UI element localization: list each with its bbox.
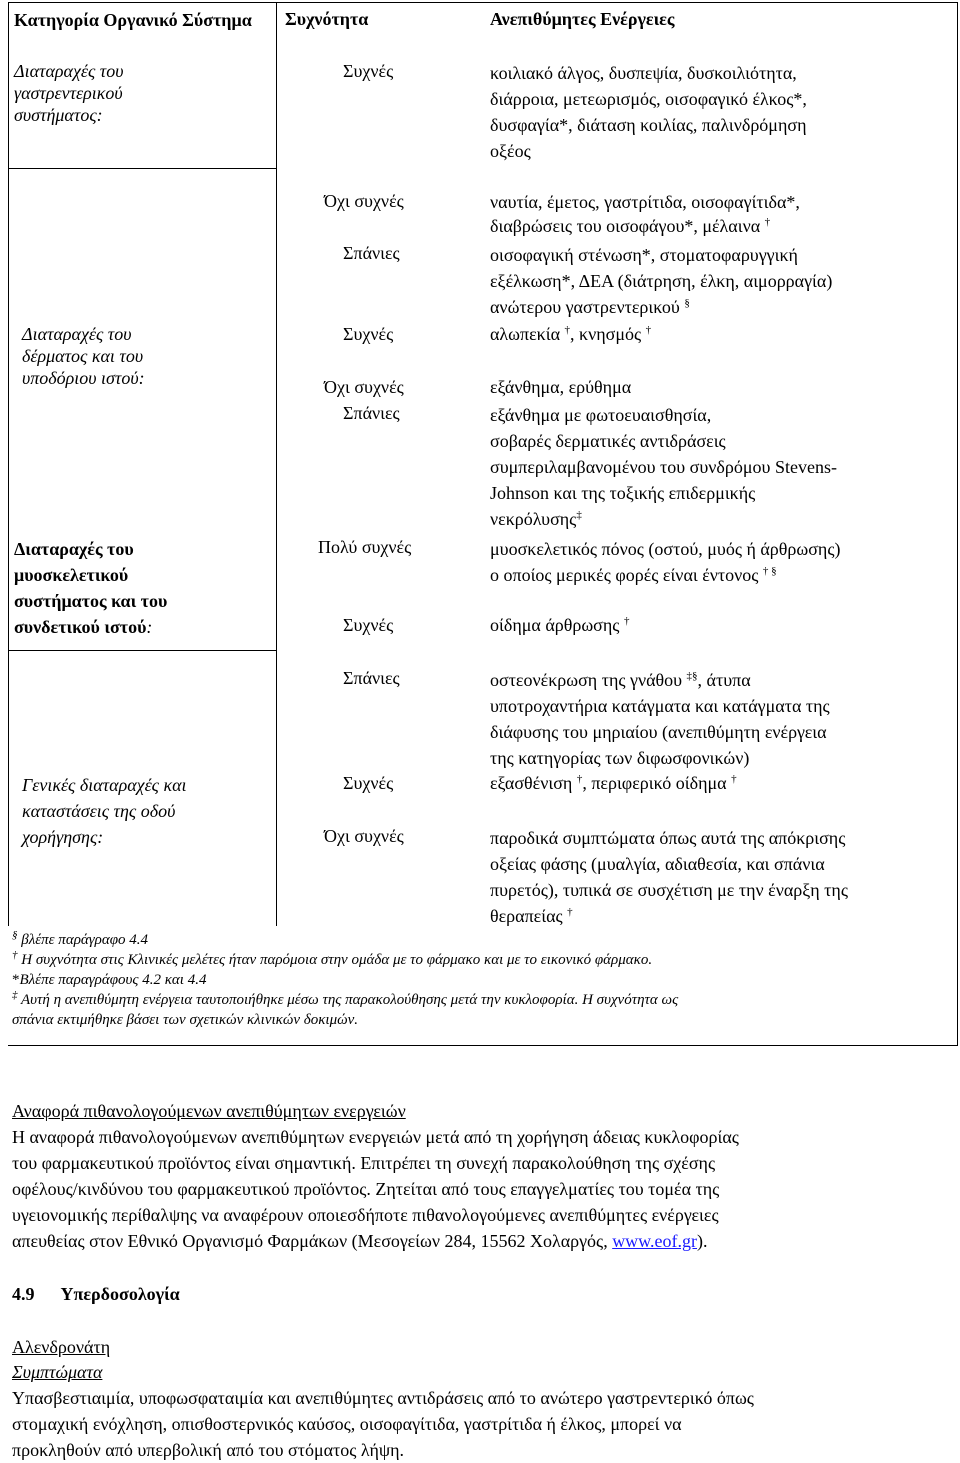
frequency-cell: Πολύ συχνές [318, 537, 412, 557]
category-musculoskeletal: Διαταραχές του μυοσκελετικού συστήματος και του συνδετικού ιστού: [14, 539, 168, 637]
frequency-cell: Όχι συχνές [324, 191, 404, 211]
column-divider [276, 2, 277, 926]
frequency-cell: Συχνές [343, 615, 394, 635]
frequency-cell: Συχνές [343, 324, 394, 344]
reaction-cell: εξασθένιση †, περιφερικό οίδημα † [490, 773, 737, 793]
reaction-cell: οστεονέκρωση της γνάθου ‡§, άτυπα υποτροχαντήρια κατάγματα και κατάγματα της διάφυσης του μηριαίου (ανεπιθύμητη ενέργεια της κατηγορίας των διφωσφονικών) [490, 670, 830, 768]
reporting-paragraph: Η αναφορά πιθανολογούμενων ανεπιθύμητων ενεργειών μετά από τη χορήγηση άδειας κυκλοφορίας του φαρμακευτικού προϊόντος είναι σημαντική. Επιτρέπει τη συνεχή παρακολούθηση της σχέσης οφέλους/κινδύνου του φαρμακευτικού προϊόντος. Ζητείται από τους επαγγελματίες του τομέα της υγειονομικής περίθαλψης να αναφέρουν οποιεσδήποτε πιθανολογούμενες ανεπιθύμητες ενέργειες απευθείας στον Εθνικό Οργανισμό Φαρμάκων (Μεσογείων 284, 15562 Χολαργός, www.eof.gr). [12, 1127, 739, 1251]
reaction-cell: κοιλιακό άλγος, δυσπεψία, δυσκοιλιότητα, διάρροια, μετεωρισμός, οισοφαγικό έλκος*, δυσφαγία*, διάταση κοιλίας, παλινδρόμηση οξέος [490, 63, 807, 161]
row-divider-musc [8, 650, 277, 651]
frequency-cell: Συχνές [343, 61, 394, 81]
reaction-cell: παροδικά συμπτώματα όπως αυτά της απόκρισης οξείας φάσης (μυαλγία, αδιαθεσία, και σπάνια πυρετός), τυπικά σε συσχέτιση με την έναρξη της θεραπείας † [490, 828, 848, 926]
frequency-cell: Σπάνιες [343, 243, 400, 263]
symptoms-label: Συμπτώματα [12, 1362, 103, 1382]
frequency-cell: Όχι συχνές [324, 826, 404, 846]
table-border-bottom [8, 1045, 958, 1046]
category-gi: Διαταραχές του γαστρεντερικού συστήματος: [14, 61, 124, 125]
reaction-cell: μυοσκελετικός πόνος (οστού, μυός ή άρθρωσης) ο οποίος μερικές φορές είναι έντονος † § [490, 539, 841, 585]
frequency-cell: Σπάνιες [343, 668, 400, 688]
substance-heading: Αλενδρονάτη [12, 1337, 111, 1357]
category-general: Γενικές διαταραχές και καταστάσεις της οδού χορήγησης: [22, 775, 187, 847]
reaction-cell: αλωπεκία †, κνησμός † [490, 324, 652, 344]
reaction-cell: οίδημα άρθρωσης † [490, 615, 630, 635]
frequency-cell: Συχνές [343, 773, 394, 793]
header-frequency: Συχνότητα [285, 9, 369, 29]
header-category: Κατηγορία Οργανικό Σύστημα [14, 10, 252, 30]
reaction-cell: εξάνθημα, ερύθημα [490, 377, 632, 397]
reaction-cell: εξάνθημα με φωτοευαισθησία, σοβαρές δερματικές αντιδράσεις συμπεριλαμβανομένου του συνδρόμου Stevens- Johnson και της τοξικής επιδερμικής νεκρόλυσης‡ [490, 405, 837, 529]
table-border-top [8, 2, 958, 3]
reaction-cell: ναυτία, έμετος, γαστρίτιδα, οισοφαγίτιδα*, διαβρώσεις του οισοφάγου*, μέλαινα † [490, 192, 800, 236]
table-border-left [8, 2, 9, 926]
table-footnotes: § βλέπε παράγραφο 4.4 † Η συχνότητα στις Κλινικές μελέτες ήταν παρόμοια στην ομάδα με το φάρμακο και με το εικονικό φάρμακο. *Βλέπε παραγράφους 4.2 και 4.4 ‡ Αυτή η ανεπιθύμητη ενέργεια ταυτοποιήθηκε μέσω της παρακολούθησης μετά την κυκλοφορία. Η συχνότητα ως σπάνια εκτιμήθηκε βάσει των σχετικών κλινικών δοκιμών. [12, 929, 679, 1028]
overdose-paragraph: Υπασβεστιαιμία, υποφωσφαταιμία και ανεπιθύμητες αντιδράσεις από το ανώτερο γαστρεντερικό όπως στομαχική ενόχληση, οπισθοστερνικός καύσος, οισοφαγίτιδα, γαστρίτιδα ή έλκος, μπορεί να προκληθούν από υπερβολική από του στόματος λήψη. [12, 1388, 754, 1460]
eof-link[interactable]: www.eof.gr [612, 1231, 697, 1251]
reporting-heading: Αναφορά πιθανολογούμενων ανεπιθύμητων ενεργειών [12, 1101, 406, 1121]
frequency-cell: Όχι συχνές [324, 377, 404, 397]
row-divider-gi [8, 168, 277, 169]
reaction-cell: οισοφαγική στένωση*, στοματοφαρυγγική εξέλκωση*, ΔΕΑ (διάτρηση, έλκη, αιμορραγία) ανώτερου γαστρεντερικού § [490, 245, 833, 317]
section-heading: 4.9 Υπερδοσολογία [12, 1284, 180, 1304]
category-skin: Διαταραχές του δέρματος και του υποδόριου ιστού: [22, 324, 145, 388]
table-border-right [957, 2, 958, 1046]
header-reactions: Ανεπιθύμητες Ενέργειες [490, 9, 675, 29]
frequency-cell: Σπάνιες [343, 403, 400, 423]
